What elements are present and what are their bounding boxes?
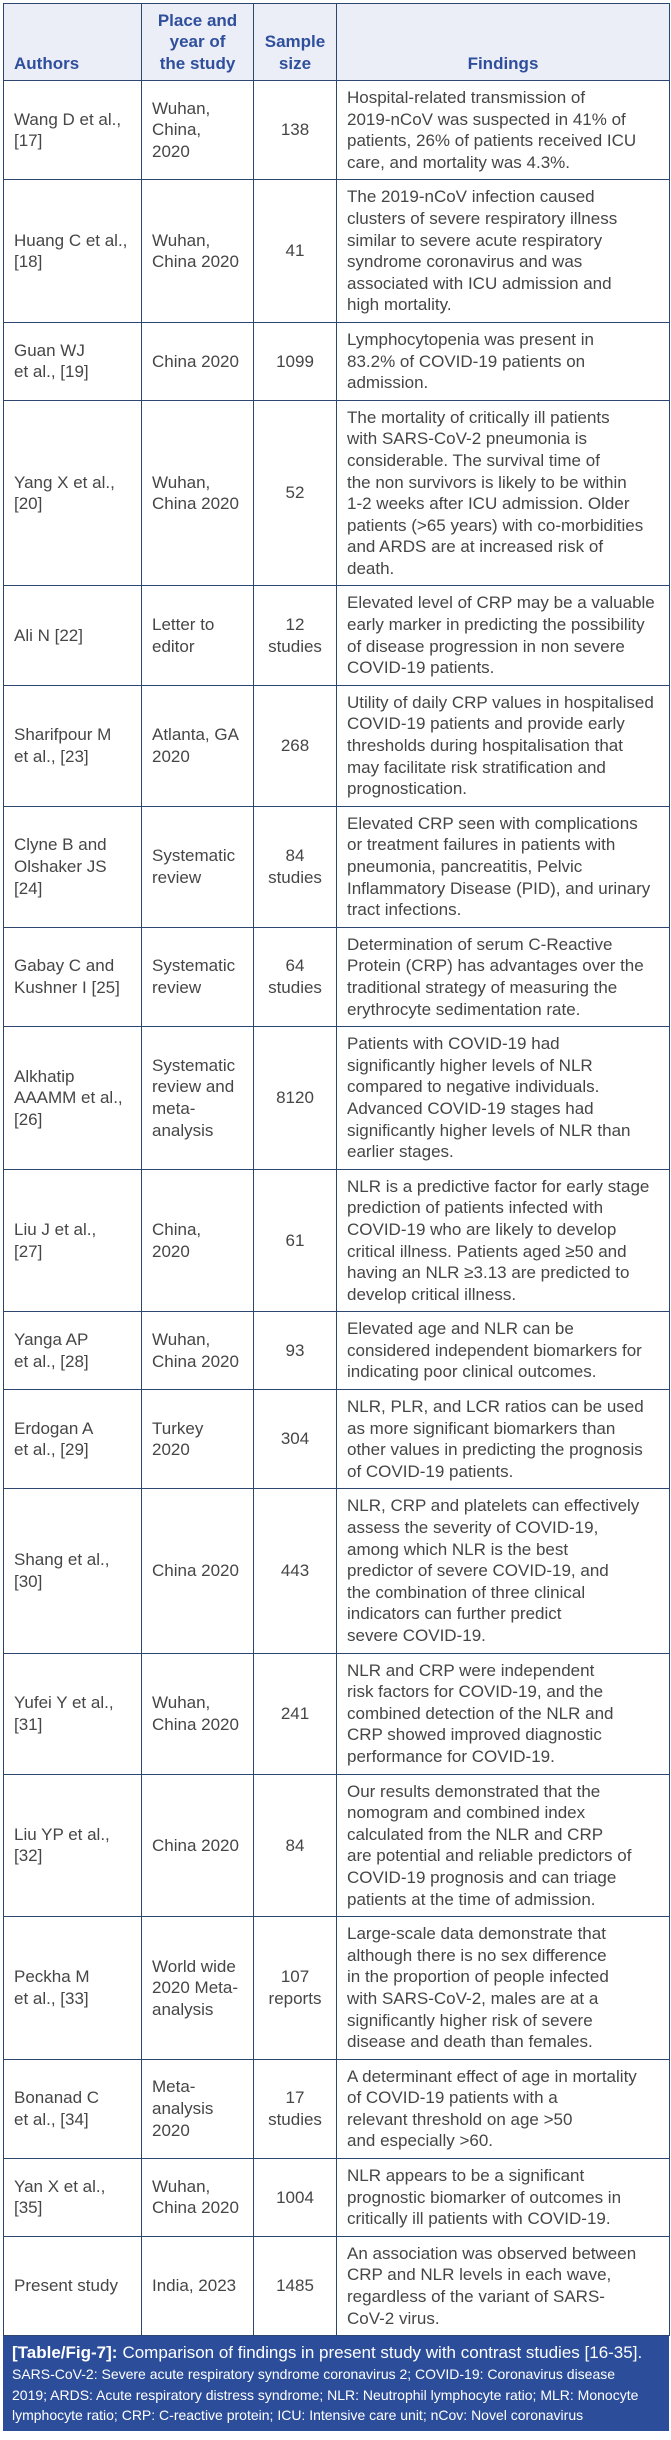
findings-cell: Hospital-related transmission of 2019-nCoV was suspected in 41% of patients, 26% of patients received ICU care, and mortality was 4.3%. [337, 81, 670, 180]
sample-size-cell: 1004 [254, 2159, 337, 2237]
place-year-cell: Systematic review [142, 927, 254, 1026]
place-year-cell: China 2020 [142, 1489, 254, 1653]
sample-size-cell: 8120 [254, 1027, 337, 1170]
place-year-cell: China 2020 [142, 322, 254, 400]
sample-size-cell: 304 [254, 1390, 337, 1489]
sample-size-cell: 84 [254, 1774, 337, 1917]
table-header [4, 4, 670, 81]
sample-size-cell: 138 [254, 81, 337, 180]
place-year-cell: Wuhan, China 2020 [142, 1653, 254, 1774]
header-place-and-year: Place and year of the study [142, 4, 254, 81]
place-year-cell: Letter to editor [142, 586, 254, 685]
table-row [4, 586, 670, 685]
authors-cell: Guan WJ et al., [19] [4, 322, 142, 400]
table-row [4, 2236, 670, 2335]
authors-cell: Liu J et al., [27] [4, 1169, 142, 1312]
sample-size-cell: 52 [254, 400, 337, 586]
authors-cell: Bonanad C et al., [34] [4, 2059, 142, 2158]
authors-cell: Peckha M et al., [33] [4, 1917, 142, 2060]
authors-cell: Yufei Y et al., [31] [4, 1653, 142, 1774]
table-row [4, 2059, 670, 2158]
findings-cell: An association was observed between CRP and NLR levels in each wave, regardless of the variant of SARS- CoV-2 virus. [337, 2236, 670, 2335]
place-year-cell: Meta- analysis 2020 [142, 2059, 254, 2158]
place-year-cell: Systematic review [142, 806, 254, 927]
authors-cell: Erdogan A et al., [29] [4, 1390, 142, 1489]
sample-size-cell: 64 studies [254, 927, 337, 1026]
table-row [4, 1774, 670, 1917]
findings-cell: NLR, PLR, and LCR ratios can be used as more significant biomarkers than other values in predicting the prognosis of COVID-19 patients. [337, 1390, 670, 1489]
table-row [4, 400, 670, 586]
authors-cell: Huang C et al., [18] [4, 180, 142, 323]
place-year-cell: Atlanta, GA 2020 [142, 685, 254, 806]
caption-abbreviations: SARS-CoV-2: Severe acute respiratory syndrome coronavirus 2; COVID-19: Coronavirus disease 2019; ARDS: Acute respiratory distress syndrome; NLR: Neutrophil lymphocyte ratio; MLR: Monocyte lymphocyte ratio; CRP: C-reactive protein; ICU: Intensive care unit; nCov: Novel coronavirus [12, 2366, 639, 2423]
sample-size-cell: 41 [254, 180, 337, 323]
authors-cell: Shang et al., [30] [4, 1489, 142, 1653]
place-year-cell: Wuhan, China 2020 [142, 400, 254, 586]
header-authors: Authors [4, 4, 142, 81]
table-row [4, 1027, 670, 1170]
authors-cell: Liu YP et al., [32] [4, 1774, 142, 1917]
sample-size-cell: 17 studies [254, 2059, 337, 2158]
table-row [4, 927, 670, 1026]
findings-cell: The 2019-nCoV infection caused clusters of severe respiratory illness similar to severe acute respiratory syndrome coronavirus and was associated with ICU admission and high mortality. [337, 180, 670, 323]
authors-cell: Present study [4, 2236, 142, 2335]
findings-cell: Patients with COVID-19 had significantly higher levels of NLR compared to negative individuals. Advanced COVID-19 stages had significantly higher levels of NLR than earlier stages. [337, 1027, 670, 1170]
header-row [4, 4, 670, 81]
findings-cell: A determinant effect of age in mortality of COVID-19 patients with a relevant threshold on age >50 and especially >60. [337, 2059, 670, 2158]
header-sample-size: Sample size [254, 4, 337, 81]
place-year-cell: Turkey 2020 [142, 1390, 254, 1489]
findings-cell: Elevated level of CRP may be a valuable early marker in predicting the possibility of disease progression in non severe COVID-19 patients. [337, 586, 670, 685]
authors-cell: Clyne B and Olshaker JS [24] [4, 806, 142, 927]
sample-size-cell: 84 studies [254, 806, 337, 927]
findings-cell: Lymphocytopenia was present in 83.2% of COVID-19 patients on admission. [337, 322, 670, 400]
findings-cell: NLR and CRP were independent risk factors for COVID-19, and the combined detection of the NLR and CRP showed improved diagnostic performance for COVID-19. [337, 1653, 670, 1774]
sample-size-cell: 93 [254, 1312, 337, 1390]
authors-cell: Ali N [22] [4, 586, 142, 685]
findings-cell: Large-scale data demonstrate that although there is no sex difference in the proportion of people infected with SARS-CoV-2, males are at a significantly higher risk of severe disease and death than females. [337, 1917, 670, 2060]
table-body [4, 81, 670, 2336]
sample-size-cell: 241 [254, 1653, 337, 1774]
authors-cell: Yan X et al., [35] [4, 2159, 142, 2237]
place-year-cell: Wuhan, China 2020 [142, 180, 254, 323]
table-row [4, 180, 670, 323]
comparison-table [3, 3, 670, 2336]
caption-label: [Table/Fig-7]: [12, 2343, 118, 2363]
findings-cell: NLR, CRP and platelets can effectively assess the severity of COVID-19, among which NLR is the best predictor of severe COVID-19, and the combination of three clinical indicators can further predict severe COVID-19. [337, 1489, 670, 1653]
place-year-cell: India, 2023 [142, 2236, 254, 2335]
table-figure [3, 3, 669, 2431]
authors-cell: Yanga AP et al., [28] [4, 1312, 142, 1390]
table-row [4, 1489, 670, 1653]
authors-cell: Sharifpour M et al., [23] [4, 685, 142, 806]
table-row [4, 685, 670, 806]
authors-cell: Alkhatip AAAMM et al., [26] [4, 1027, 142, 1170]
authors-cell: Yang X et al., [20] [4, 400, 142, 586]
table-caption [3, 2336, 669, 2431]
table-row [4, 1169, 670, 1312]
findings-cell: Our results demonstrated that the nomogram and combined index calculated from the NLR and CRP are potential and reliable predictors of COVID-19 prognosis and can triage patients at the time of admission. [337, 1774, 670, 1917]
place-year-cell: Wuhan, China 2020 [142, 1312, 254, 1390]
place-year-cell: China, 2020 [142, 1169, 254, 1312]
caption-title [12, 2342, 659, 2364]
table-row [4, 1390, 670, 1489]
table-row [4, 1917, 670, 2060]
table-row [4, 1312, 670, 1390]
authors-cell: Gabay C and Kushner I [25] [4, 927, 142, 1026]
header-findings: Findings [337, 4, 670, 81]
sample-size-cell: 1485 [254, 2236, 337, 2335]
place-year-cell: Wuhan, China 2020 [142, 2159, 254, 2237]
findings-cell: The mortality of critically ill patients with SARS-CoV-2 pneumonia is considerable. The survival time of the non survivors is likely to be within 1-2 weeks after ICU admission. Older patients (>65 years) with co-morbidities and ARDS are at increased risk of death. [337, 400, 670, 586]
table-row [4, 2159, 670, 2237]
sample-size-cell: 12 studies [254, 586, 337, 685]
sample-size-cell: 107 reports [254, 1917, 337, 2060]
authors-cell: Wang D et al., [17] [4, 81, 142, 180]
findings-cell: NLR is a predictive factor for early stage prediction of patients infected with COVID-19 who are likely to develop critical illness. Patients aged ≥50 and having an NLR ≥3.13 are predicted to develop critical illness. [337, 1169, 670, 1312]
sample-size-cell: 61 [254, 1169, 337, 1312]
table-row [4, 806, 670, 927]
findings-cell: NLR appears to be a significant prognostic biomarker of outcomes in critically ill patients with COVID-19. [337, 2159, 670, 2237]
table-row [4, 81, 670, 180]
findings-cell: Elevated CRP seen with complications or treatment failures in patients with pneumonia, pancreatitis, Pelvic Inflammatory Disease (PID), and urinary tract infections. [337, 806, 670, 927]
place-year-cell: Systematic review and meta- analysis [142, 1027, 254, 1170]
caption-title-text: Comparison of findings in present study with contrast studies [16-35]. [122, 2343, 643, 2363]
table-row [4, 1653, 670, 1774]
place-year-cell: China 2020 [142, 1774, 254, 1917]
sample-size-cell: 268 [254, 685, 337, 806]
findings-cell: Determination of serum C-Reactive Protein (CRP) has advantages over the traditional strategy of measuring the erythrocyte sedimentation rate. [337, 927, 670, 1026]
place-year-cell: Wuhan, China, 2020 [142, 81, 254, 180]
place-year-cell: World wide 2020 Meta- analysis [142, 1917, 254, 2060]
sample-size-cell: 1099 [254, 322, 337, 400]
table-row [4, 322, 670, 400]
findings-cell: Elevated age and NLR can be considered independent biomarkers for indicating poor clinical outcomes. [337, 1312, 670, 1390]
sample-size-cell: 443 [254, 1489, 337, 1653]
findings-cell: Utility of daily CRP values in hospitalised COVID-19 patients and provide early thresholds during hospitalisation that may facilitate risk stratification and prognostication. [337, 685, 670, 806]
